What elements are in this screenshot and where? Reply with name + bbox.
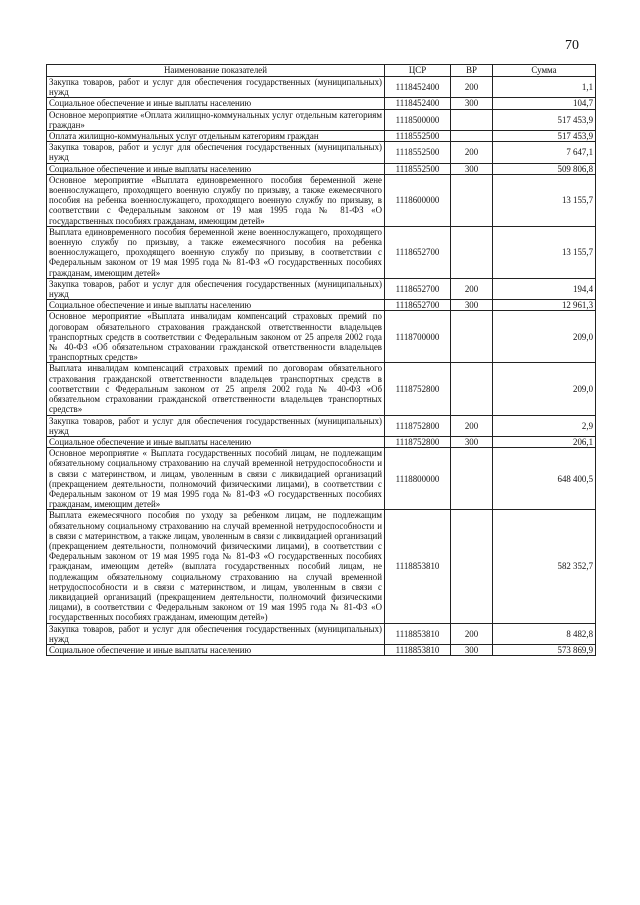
row-vr-cell: [451, 174, 493, 226]
table-row: [47, 300, 596, 311]
row-csr-cell: 1118752800: [385, 436, 451, 447]
budget-table: [46, 64, 596, 656]
row-sum-cell: 104,7: [493, 98, 596, 109]
row-vr-cell: 300: [451, 163, 493, 174]
row-name-cell: Оплата жилищно-коммунальных услуг отдельным категориям граждан: [47, 131, 385, 142]
table-row: [47, 142, 596, 163]
table-row: [47, 623, 596, 644]
row-vr-cell: [451, 226, 493, 278]
row-vr-cell: [451, 311, 493, 363]
row-vr-cell: 200: [451, 142, 493, 163]
row-name-cell: Закупка товаров, работ и услуг для обеспечения государственных (муниципальных) нужд: [47, 278, 385, 299]
row-csr-cell: 1118552500: [385, 163, 451, 174]
table-row: [47, 163, 596, 174]
row-sum-cell: 8 482,8: [493, 623, 596, 644]
row-vr-cell: [451, 448, 493, 510]
row-sum-cell: 1,1: [493, 77, 596, 98]
row-name-cell: Выплата инвалидам компенсаций страховых премий по договорам обязательного страхования гражданской ответственности владельцев транспортных средств в соответствии с Федеральным законом от 25 апреля 2002 года № 40-ФЗ «Об обязательном страховании гражданской ответственности владельцев транспортных средств»: [47, 363, 385, 415]
header-sum: Сумма: [493, 65, 596, 77]
row-name-cell: Социальное обеспечение и иные выплаты населению: [47, 163, 385, 174]
row-csr-cell: 1118452400: [385, 98, 451, 109]
row-name-cell: Выплата ежемесячного пособия по уходу за ребенком лицам, не подлежащим обязательному социальному страхованию на случай временной нетрудоспособности и в связи с материнством, а также лицам, уволенным в связи с ликвидацией организаций (прекращением деятельности, полномочий физическими лицами), в соответствии с Федеральным законом от 19 мая 1995 года № 81-ФЗ «О государственных пособиях гражданам, имеющим детей» (выплата государственных пособий лицам, не подлежащим обязательному социальному страхованию на случай временной нетрудоспособности и в связи с материнством, и лицам, уволенным в связи с ликвидацией организаций (прекращением деятельности, полномочий физическими лицами), в соответствии с Федеральным законом от 19 мая 1995 года № 81-ФЗ «О государственных пособиях гражданам, имеющим детей»): [47, 510, 385, 623]
row-sum-cell: 209,0: [493, 311, 596, 363]
row-vr-cell: 300: [451, 644, 493, 655]
row-vr-cell: [451, 510, 493, 623]
table-row: [47, 644, 596, 655]
row-csr-cell: 1118552500: [385, 142, 451, 163]
table-row: [47, 226, 596, 278]
table-row: [47, 311, 596, 363]
table-row: [47, 174, 596, 226]
row-sum-cell: 206,1: [493, 436, 596, 447]
row-sum-cell: 517 453,9: [493, 131, 596, 142]
row-name-cell: Социальное обеспечение и иные выплаты населению: [47, 436, 385, 447]
table-row: [47, 510, 596, 623]
row-sum-cell: 12 961,3: [493, 300, 596, 311]
table-row: [47, 448, 596, 510]
row-sum-cell: 7 647,1: [493, 142, 596, 163]
row-vr-cell: 200: [451, 415, 493, 436]
row-name-cell: Закупка товаров, работ и услуг для обеспечения государственных (муниципальных) нужд: [47, 623, 385, 644]
row-name-cell: Основное мероприятие « Выплата государственных пособий лицам, не подлежащим обязательному социальному страхованию на случай временной нетрудоспособности и в связи с материнством, и лицам, уволенным в связи с ликвидацией организаций (прекращением деятельности, полномочий физическими лицами), в соответствии с Федеральным законом от 19 мая 1995 года № 81-ФЗ «О государственных пособиях гражданам, имеющим детей»: [47, 448, 385, 510]
row-name-cell: Закупка товаров, работ и услуг для обеспечения государственных (муниципальных) нужд: [47, 77, 385, 98]
row-name-cell: Основное мероприятие «Выплата единовременного пособия беременной жене военнослужащего, проходящего военную службу по призыву, а также ежемесячного пособия на ребенка военнослужащего, проходящего военную службу по призыву, в соответствии с Федеральным законом от 19 мая 1995 года № 81-ФЗ «О государственных пособиях гражданам, имеющим детей»: [47, 174, 385, 226]
row-csr-cell: 1118652700: [385, 278, 451, 299]
table-row: [47, 436, 596, 447]
row-vr-cell: 200: [451, 77, 493, 98]
row-csr-cell: 1118652700: [385, 226, 451, 278]
row-csr-cell: 1118800000: [385, 448, 451, 510]
row-name-cell: Основное мероприятие «Выплата инвалидам компенсаций страховых премий по договорам обязательного страхования гражданской ответственности владельцев транспортных средств в соответствии с Федеральным законом от 25 апреля 2002 года № 40-ФЗ «Об обязательном страховании гражданской ответственности владельцев транспортных средств»: [47, 311, 385, 363]
row-csr-cell: 1118600000: [385, 174, 451, 226]
table-row: [47, 131, 596, 142]
row-csr-cell: 1118700000: [385, 311, 451, 363]
row-name-cell: Закупка товаров, работ и услуг для обеспечения государственных (муниципальных) нужд: [47, 142, 385, 163]
table-header-row: [47, 65, 596, 77]
row-csr-cell: 1118552500: [385, 131, 451, 142]
row-sum-cell: 582 352,7: [493, 510, 596, 623]
row-csr-cell: 1118752800: [385, 363, 451, 415]
row-sum-cell: 573 869,9: [493, 644, 596, 655]
row-sum-cell: 648 400,5: [493, 448, 596, 510]
row-vr-cell: [451, 363, 493, 415]
row-sum-cell: 194,4: [493, 278, 596, 299]
table-row: [47, 98, 596, 109]
row-vr-cell: 300: [451, 436, 493, 447]
row-name-cell: Социальное обеспечение и иные выплаты населению: [47, 98, 385, 109]
table-row: [47, 415, 596, 436]
row-vr-cell: [451, 131, 493, 142]
row-vr-cell: [451, 109, 493, 130]
row-csr-cell: 1118500000: [385, 109, 451, 130]
row-sum-cell: 517 453,9: [493, 109, 596, 130]
row-name-cell: Основное мероприятие «Оплата жилищно-коммунальных услуг отдельным категориям граждан»: [47, 109, 385, 130]
header-name: Наименование показателей: [47, 65, 385, 77]
table-row: [47, 77, 596, 98]
row-csr-cell: 1118452400: [385, 77, 451, 98]
table-row: [47, 109, 596, 130]
table-body: [47, 77, 596, 656]
row-name-cell: Социальное обеспечение и иные выплаты населению: [47, 644, 385, 655]
row-csr-cell: 1118853810: [385, 510, 451, 623]
row-name-cell: Социальное обеспечение и иные выплаты населению: [47, 300, 385, 311]
row-sum-cell: 13 155,7: [493, 226, 596, 278]
row-vr-cell: 300: [451, 300, 493, 311]
row-sum-cell: 209,0: [493, 363, 596, 415]
row-csr-cell: 1118752800: [385, 415, 451, 436]
row-vr-cell: 300: [451, 98, 493, 109]
row-sum-cell: 13 155,7: [493, 174, 596, 226]
row-sum-cell: 2,9: [493, 415, 596, 436]
header-vr: ВР: [451, 65, 493, 77]
row-name-cell: Закупка товаров, работ и услуг для обеспечения государственных (муниципальных) нужд: [47, 415, 385, 436]
row-sum-cell: 509 806,8: [493, 163, 596, 174]
header-csr: ЦСР: [385, 65, 451, 77]
row-csr-cell: 1118853810: [385, 644, 451, 655]
row-name-cell: Выплата единовременного пособия беременной жене военнослужащего, проходящего военную службу по призыву, а также ежемесячного пособия на ребенка военнослужащего, проходящего военную службу по призыву, в соответствии с Федеральным законом от 19 мая 1995 года № 81-ФЗ «О государственных пособиях гражданам, имеющим детей»: [47, 226, 385, 278]
row-vr-cell: 200: [451, 623, 493, 644]
table-row: [47, 363, 596, 415]
row-csr-cell: 1118853810: [385, 623, 451, 644]
row-vr-cell: 200: [451, 278, 493, 299]
row-csr-cell: 1118652700: [385, 300, 451, 311]
table-row: [47, 278, 596, 299]
page-number: 70: [565, 38, 579, 53]
